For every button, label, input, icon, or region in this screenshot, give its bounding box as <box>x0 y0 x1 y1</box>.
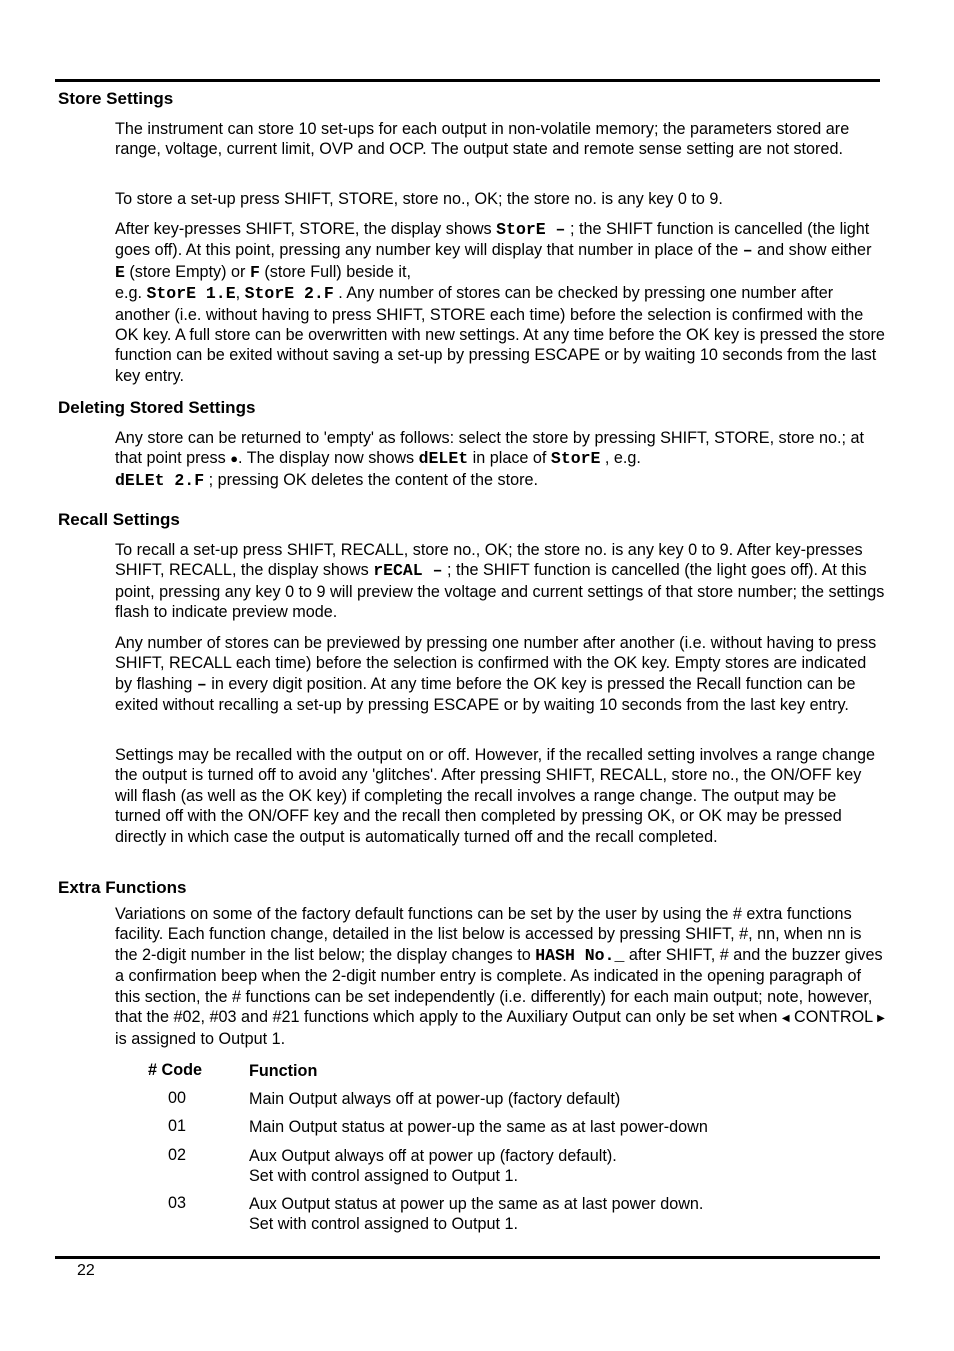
table-row-code: 01 <box>168 1117 187 1135</box>
function-line-1: Aux Output always off at power up (factory default). <box>249 1147 617 1165</box>
function-line-2: Set with control assigned to Output 1. <box>249 1167 519 1186</box>
heading-recall-settings: Recall Settings <box>58 510 180 529</box>
left-arrow-icon: ◀ <box>781 1013 790 1025</box>
text: Any store can be returned to 'empty' as follows: select the store by pressing SHIFT, STORE, store no.; at that point press <box>115 429 865 468</box>
text: To recall a set-up press SHIFT, RECALL, store no., OK; the store no. is any key 0 to 9. After key-presses SHIFT, RECALL, the display shows <box>115 541 863 580</box>
text: , <box>235 284 245 303</box>
display-dash: – <box>742 241 753 261</box>
table-header-code: # Code <box>148 1061 202 1079</box>
text: ; pressing OK deletes the content of the store. <box>204 470 538 489</box>
right-arrow-icon: ▶ <box>877 1013 885 1025</box>
table-row-code: 03 <box>168 1194 187 1212</box>
text: . Any number of stores can be checked by pressing one number after another (i.e. without having to press SHIFT, STORE each time) before the selection is confirmed with the OK key. A full store can be overwritten with new settings. At any time before the OK key is pressed the store function can be exited without saving a set-up by pressing ESCAPE or by waiting 10 seconds from the last key entry. <box>115 284 885 385</box>
text: Variations on some of the factory default functions can be set by the user by using the # extra functions facility. Each function change, detailed in the list below is accessed by pressing SHIFT, #, nn, when nn is the 2-digit number in the list below; the display changes to <box>115 905 862 964</box>
recall-paragraph-1 <box>115 540 885 623</box>
text: in place of <box>468 449 551 468</box>
recall-paragraph-3: Settings may be recalled with the output on or off. However, if the recalled setting involves a range change the output is turned off to avoid any 'glitches'. After pressing SHIFT, RECALL, store no., the ON/OFF key will flash (as well as the OK key) if completing the recall involves a range change. The output may be turned off with the ON/OFF key and the recall then completed by pressing OK, or OK may be pressed directly in which case the output is automatically turned off and the recall completed. <box>115 746 876 846</box>
display-store: StorE <box>550 449 601 469</box>
text: . The display now shows <box>238 449 419 468</box>
text: e.g. <box>115 284 147 303</box>
bullet-key-icon: ● <box>230 451 239 467</box>
table-row-function <box>249 1194 869 1235</box>
text: , e.g. <box>600 449 641 468</box>
control-key-label: CONTROL <box>794 1008 873 1027</box>
extra-paragraph-1 <box>115 904 885 1050</box>
text: ; the SHIFT function is cancelled (the light goes off). At this point, pressing any key 0 to 9 will preview the voltage and current settings of that store number; the settings flash to indicate preview mode. <box>115 561 885 622</box>
recall-paragraph-2 <box>115 633 885 716</box>
table-row-function: Main Output status at power-up the same as at last power-down <box>249 1118 708 1136</box>
function-line-1: Aux Output status at power up the same as at last power down. <box>249 1195 704 1213</box>
table-row-function: Main Output always off at power-up (factory default) <box>249 1090 621 1108</box>
top-rule <box>55 79 880 82</box>
text: after SHIFT, # and the buzzer gives a confirmation beep when the 2-digit number entry is complete. As indicated in the opening paragraph of this section, the # functions can be set independently (i.e. differently) for each main output; note, however, that the #02, #03 and #21 functions which apply to the Auxiliary Output can only be set when <box>115 945 883 1027</box>
heading-store-settings: Store Settings <box>58 89 174 108</box>
display-dash: – <box>196 674 207 694</box>
table-header-function: Function <box>249 1062 318 1080</box>
store-paragraph-2: To store a set-up press SHIFT, STORE, store no., OK; the store no. is any key 0 to 9. <box>115 190 723 208</box>
display-e: E <box>115 262 125 282</box>
text: ; the SHIFT function is cancelled (the light goes off). At this point, pressing any number key will display that number in place of the <box>115 220 870 260</box>
bottom-rule <box>55 1256 880 1259</box>
text: in every digit position. At any time before the OK key is pressed the Recall function can be exited without recalling a set-up by pressing ESCAPE or by waiting 10 seconds from the last key entry. <box>115 674 856 715</box>
function-line-2: Set with control assigned to Output 1. <box>249 1215 519 1234</box>
display-recall-dash: rECAL – <box>373 561 443 581</box>
text: (store Empty) or <box>124 262 250 281</box>
store-paragraph-1: The instrument can store 10 set-ups for each output in non-volatile memory; the parameters stored are range, voltage, current limit, OVP and OCP. The output state and remote sense setting are not stored. <box>115 120 850 159</box>
table-row-code: 02 <box>168 1146 187 1164</box>
text: (store Full) beside it, <box>259 262 411 281</box>
display-delete-2f: dELEt 2.F <box>115 470 205 490</box>
heading-extra-functions: Extra Functions <box>58 878 187 897</box>
delete-paragraph-1 <box>115 428 885 491</box>
display-store-2f: StorE 2.F <box>244 284 334 304</box>
text: is assigned to Output 1. <box>115 1030 286 1049</box>
page-number: 22 <box>77 1262 95 1279</box>
text: and show either <box>752 241 872 260</box>
heading-deleting-stored-settings: Deleting Stored Settings <box>58 398 256 417</box>
display-hash-no: HASH No._ <box>535 945 625 965</box>
table-row-function <box>249 1146 869 1187</box>
display-delete: dELEt <box>418 449 469 469</box>
table-row-code: 00 <box>168 1089 187 1107</box>
display-f: F <box>249 262 260 282</box>
text: Any number of stores can be previewed by pressing one number after another (i.e. without having to press SHIFT, RECALL each time) before the selection is confirmed with the OK key. Empty stores are indicated by flashing <box>115 634 877 693</box>
display-store-1e: StorE 1.E <box>146 284 236 304</box>
store-paragraph-3 <box>115 219 885 386</box>
display-store-dash: StorE – <box>496 220 566 239</box>
text: After key-presses SHIFT, STORE, the display shows <box>115 220 497 238</box>
